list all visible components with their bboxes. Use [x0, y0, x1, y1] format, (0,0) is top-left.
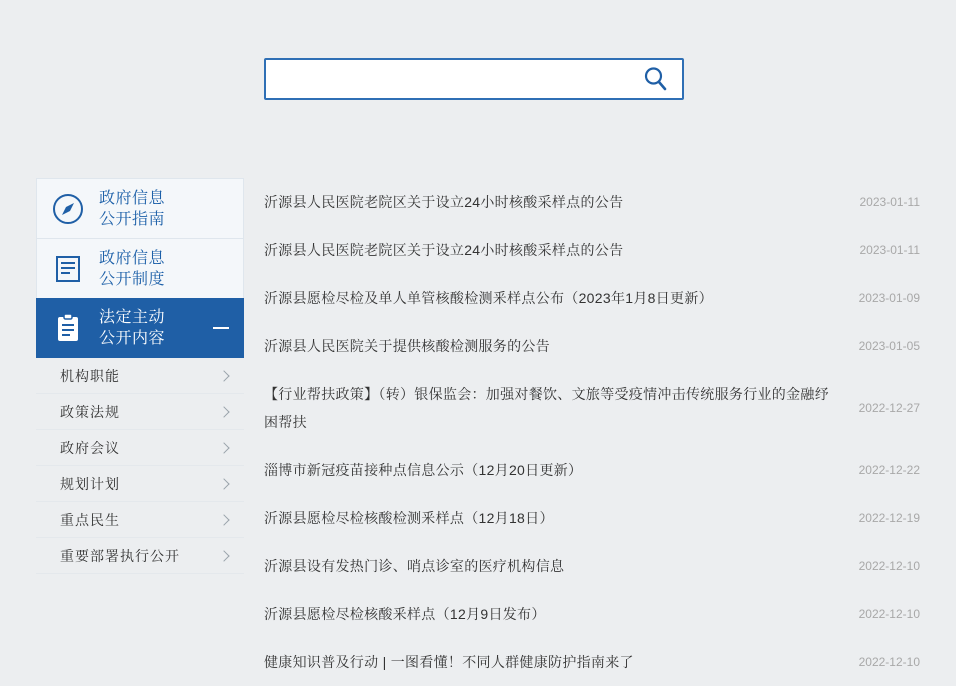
list-item-date: 2022-12-22 [858, 463, 920, 477]
list-item-title[interactable]: 健康知识普及行动 | 一图看懂！不同人群健康防护指南来了 [264, 654, 634, 670]
list-item[interactable] [264, 178, 920, 226]
chevron-right-icon [218, 550, 229, 561]
list-item-date: 2022-12-10 [858, 655, 920, 669]
search-input[interactable] [278, 60, 622, 100]
search-icon [641, 65, 669, 93]
sidebar-item-label [99, 188, 165, 230]
list-item-title[interactable]: 沂源县愿检尽检核酸检测釆样点（12月18日） [264, 510, 554, 526]
list-item-date: 2022-12-10 [858, 607, 920, 621]
chevron-right-icon [218, 370, 229, 381]
list-item[interactable] [264, 542, 920, 590]
sidebar-label-line1: 政府信息 [99, 249, 166, 267]
list-item[interactable] [264, 322, 920, 370]
sidebar-subitem-key-deployment[interactable] [36, 538, 244, 574]
list-item-title[interactable]: 淄博市新冠疫苗接种点信息公示（12月20日更新） [264, 462, 583, 478]
list-item-title[interactable]: 沂源县愿检尽检及单人单管核酸检测釆样点公布（2023年1月8日更新） [264, 290, 713, 306]
sidebar-subitem-label: 重点民生 [60, 511, 120, 528]
sidebar [36, 178, 244, 574]
clipboard-icon [37, 308, 99, 348]
list-item[interactable] [264, 590, 920, 638]
list-item[interactable] [264, 274, 920, 322]
document-icon [37, 249, 99, 289]
search-button[interactable] [638, 63, 672, 95]
sidebar-subitem-label: 规划计划 [60, 475, 120, 492]
sidebar-subitem-label: 重要部署执行公开 [60, 547, 180, 564]
list-item-title[interactable]: 沂源县愿检尽检核酸釆样点（12月9日发布） [264, 606, 546, 622]
list-item-date: 2022-12-19 [858, 511, 920, 525]
sidebar-label-line2: 公开制度 [99, 270, 166, 288]
sidebar-subitem-label: 机构职能 [60, 367, 120, 384]
list-item-title[interactable]: 沂源县人民医院老院区关于设立24小时核酸采样点的公告 [264, 194, 624, 210]
list-item[interactable] [264, 370, 920, 446]
chevron-right-icon [218, 406, 229, 417]
list-item-date: 2023-01-11 [859, 195, 920, 209]
sidebar-item-gov-info-system[interactable] [36, 238, 244, 298]
chevron-right-icon [218, 442, 229, 453]
sidebar-item-label [99, 248, 165, 290]
list-item-title[interactable]: 【行业帮扶政策】（转）银保监会：加强对餐饮、文旅等受疫情冲击传统服务行业的金融纾困帮扶 [264, 386, 829, 430]
list-item-date: 2022-12-10 [858, 559, 920, 573]
sidebar-subitem-organization-functions[interactable] [36, 358, 244, 394]
sidebar-label-line1: 法定主动 [99, 309, 166, 326]
sidebar-item-gov-info-guide[interactable] [36, 178, 244, 238]
sidebar-subitem-label: 政策法规 [60, 403, 120, 420]
collapse-minus-icon[interactable] [213, 327, 229, 329]
sidebar-subitem-government-meetings[interactable] [36, 430, 244, 466]
list-item-date: 2023-01-11 [859, 243, 920, 257]
list-item-title[interactable]: 沂源县人民医院关于提供核酸检测服务的公告 [264, 338, 550, 354]
news-list [264, 178, 920, 686]
search-bar [264, 58, 684, 100]
compass-icon [37, 189, 99, 229]
sidebar-subitem-planning[interactable] [36, 466, 244, 502]
search-box [264, 58, 684, 100]
list-item-title[interactable]: 沂源县人民医院老院区关于设立24小时核酸采样点的公告 [264, 242, 624, 258]
chevron-right-icon [218, 478, 229, 489]
list-item[interactable] [264, 494, 920, 542]
list-item[interactable] [264, 226, 920, 274]
list-item-date: 2023-01-05 [858, 339, 920, 353]
chevron-right-icon [218, 514, 229, 525]
sidebar-item-label [99, 307, 165, 349]
list-item-date: 2023-01-09 [858, 291, 920, 305]
sidebar-subitem-key-livelihood[interactable] [36, 502, 244, 538]
sidebar-item-statutory-disclosure[interactable] [36, 298, 244, 358]
sidebar-subitem-label: 政府会议 [60, 439, 120, 456]
sidebar-label-line1: 政府信息 [99, 189, 166, 207]
list-item[interactable] [264, 638, 920, 686]
sidebar-label-line2: 公开内容 [99, 330, 166, 347]
list-item[interactable] [264, 446, 920, 494]
sidebar-subitem-policies-regulations[interactable] [36, 394, 244, 430]
sidebar-label-line2: 公开指南 [99, 210, 166, 228]
list-item-date: 2022-12-27 [858, 401, 920, 415]
list-item-title[interactable]: 沂源县设有发热门诊、哨点诊室的医疗机构信息 [264, 558, 565, 574]
